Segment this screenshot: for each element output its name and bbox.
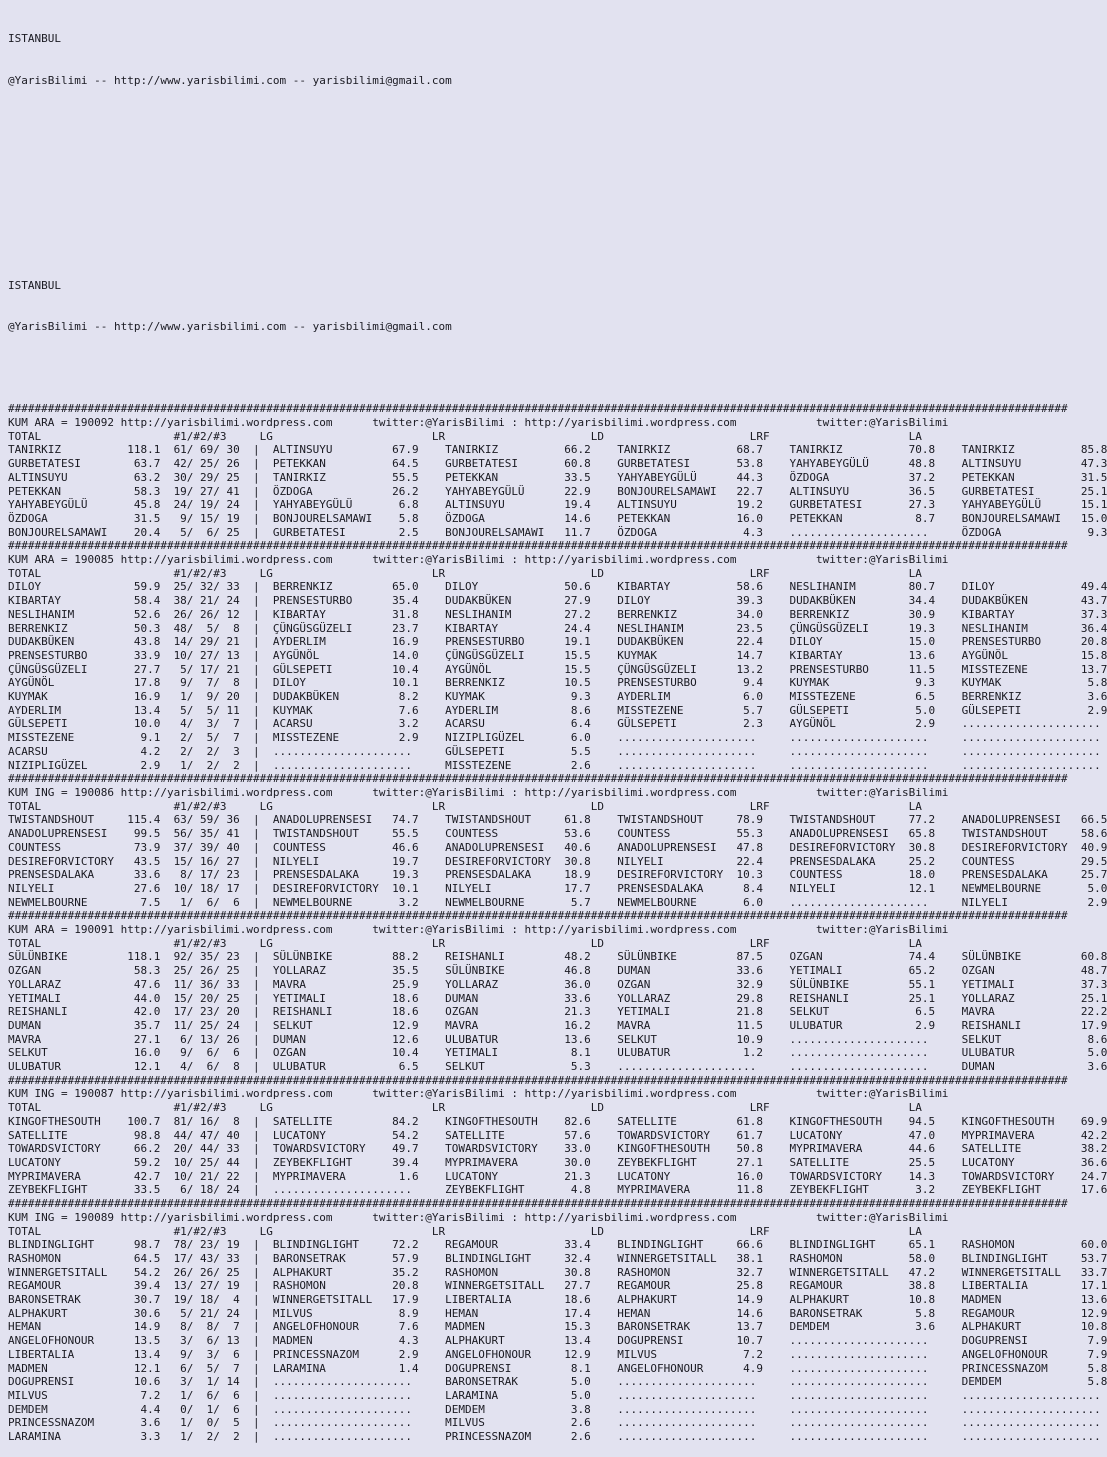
table-row: KUYMAK 16.9 1/ 9/ 20 | DUDAKBÜKEN 8.2 KUYMAK 9.3 AYDERLIM 6.0 MISSTEZENE 6.5 BERRENKIZ 3.6 (8, 690, 1107, 704)
table-row: WINNERGETSITALL 54.2 26/ 26/ 25 | ALPHAKURT 35.2 RASHOMON 30.8 RASHOMON 32.7 WINNERGETSITALL 47.2 WINNERGETSITALL 33.7 (8, 1265, 1107, 1279)
table-row: ÖZDOGA 31.5 9/ 15/ 19 | BONJOURELSAMAWI 5.8 ÖZDOGA 14.6 PETEKKAN 16.0 PETEKKAN 8.7 BONJOURELSAMAWI 15.0 (8, 511, 1107, 525)
table-row: SATELLITE 98.8 44/ 47/ 40 | LUCATONY 54.2 SATELLITE 57.6 TOWARDSVICTORY 61.7 LUCATONY 47.0 MYPRIMAVERA 42.2 (8, 1128, 1107, 1142)
table-row: TANIRKIZ 118.1 61/ 69/ 30 | ALTINSUYU 67.9 TANIRKIZ 66.2 TANIRKIZ 68.7 TANIRKIZ 70.8 TANIRKIZ 85.8 (8, 443, 1107, 457)
table-row: ZEYBEKFLIGHT 33.5 6/ 18/ 24 | ..................... ZEYBEKFLIGHT 4.8 MYPRIMAVERA 11.8 ZEYBEKFLIGHT 3.2 ZEYBEKFLIGHT 17.6 (8, 1183, 1107, 1197)
column-header-line: TOTAL #1/#2/#3 LG LR LD LRF LA (8, 566, 922, 580)
table-row: GURBETATESI 63.7 42/ 25/ 26 | PETEKKAN 64.5 GURBETATESI 60.8 GURBETATESI 53.8 YAHYABEYGÜLÜ 48.8 ALTINSUYU 47.3 (8, 457, 1107, 471)
block-title: KUM ING = 190086 http://yarisbilimi.wordpress.com twitter:@YarisBilimi : http://yarisbilimi.wordpress.com twitter:@YarisBilimi (8, 786, 949, 799)
table-row: BLINDINGLIGHT 98.7 78/ 23/ 19 | BLINDINGLIGHT 72.2 REGAMOUR 33.4 BLINDINGLIGHT 66.6 BLINDINGLIGHT 65.1 RASHOMON 60.0 (8, 1238, 1107, 1252)
blank-line (8, 115, 1080, 129)
table-row: MYPRIMAVERA 42.7 10/ 21/ 22 | MYPRIMAVERA 1.6 LUCATONY 21.3 LUCATONY 16.0 TOWARDSVICTORY 14.3 TOWARDSVICTORY 24.7 (8, 1169, 1107, 1183)
table-row: SELKUT 16.0 9/ 6/ 6 | OZGAN 10.4 YETIMALI 8.1 ULUBATUR 1.2 ..................... ULUBATUR 5.0 (8, 1046, 1107, 1060)
column-header-line: TOTAL #1/#2/#3 LG LR LD LRF LA (8, 799, 922, 813)
separator-line: ################################################################################################################################################################ (8, 909, 1068, 923)
table-row: ACARSU 4.2 2/ 2/ 3 | ..................... GÜLSEPETI 5.5 ..................... ..................... ..................... (8, 744, 1101, 758)
column-header-line: TOTAL #1/#2/#3 LG LR LD LRF LA (8, 429, 922, 443)
stat-blocks (8, 402, 1107, 1444)
table-row: PRINCESSNAZOM 3.6 1/ 0/ 5 | ..................... MILVUS 2.6 ..................... ..................... ..................... (8, 1416, 1101, 1430)
table-row: ALTINSUYU 63.2 30/ 29/ 25 | TANIRKIZ 55.5 PETEKKAN 33.5 YAHYABEYGÜLÜ 44.3 ÖZDOGA 37.2 PETEKKAN 31.5 (8, 470, 1107, 484)
block-title: KUM ARA = 190085 http://yarisbilimi.wordpress.com twitter:@YarisBilimi : http://yarisbilimi.wordpress.com twitter:@YarisBilimi (8, 553, 949, 567)
table-row: HEMAN 14.9 8/ 8/ 7 | ANGELOFHONOUR 7.6 MADMEN 15.3 BARONSETRAK 13.7 DEMDEM 3.6 ALPHAKURT 10.8 (8, 1320, 1107, 1334)
block-title: KUM ING = 190089 http://yarisbilimi.wordpress.com twitter:@YarisBilimi : http://yarisbilimi.wordpress.com twitter:@YarisBilimi (8, 1210, 949, 1224)
table-row: MISSTEZENE 9.1 2/ 5/ 7 | MISSTEZENE 2.9 NIZIPLIGÜZEL 6.0 ..................... ..................... ..................... (8, 731, 1101, 745)
table-row: RASHOMON 64.5 17/ 43/ 33 | BARONSETRAK 57.9 BLINDINGLIGHT 32.4 WINNERGETSITALL 38.1 RASHOMON 58.0 BLINDINGLIGHT 53.7 (8, 1251, 1107, 1265)
table-row: LARAMINA 3.3 1/ 2/ 2 | ..................... PRINCESSNAZOM 2.6 ..................... ..................... ..................... (8, 1430, 1101, 1444)
table-row: LIBERTALIA 13.4 9/ 3/ 6 | PRINCESSNAZOM 2.9 ANGELOFHONOUR 12.9 MILVUS 7.2 ..................... ANGELOFHONOUR 7.9 (8, 1347, 1107, 1361)
table-row: COUNTESS 73.9 37/ 39/ 40 | COUNTESS 46.6 ANADOLUPRENSESI 40.6 ANADOLUPRENSESI 47.8 DESIREFORVICTORY 30.8 DESIREFORVICTORY 40.9 (8, 840, 1107, 854)
blank-line (8, 156, 1080, 170)
blank-line (8, 361, 1080, 375)
table-row: DEMDEM 4.4 0/ 1/ 6 | ..................... DEMDEM 3.8 ..................... ..................... ..................... (8, 1402, 1101, 1416)
table-row: ALPHAKURT 30.6 5/ 21/ 24 | MILVUS 8.9 HEMAN 17.4 HEMAN 14.6 BARONSETRAK 5.8 REGAMOUR 12.9 (8, 1306, 1107, 1320)
separator-line: ################################################################################################################################################################ (8, 772, 1068, 786)
block-title: KUM ING = 190087 http://yarisbilimi.wordpress.com twitter:@YarisBilimi : http://yarisbilimi.wordpress.com twitter:@YarisBilimi (8, 1087, 949, 1101)
table-row: NILYELI 27.6 10/ 18/ 17 | DESIREFORVICTORY 10.1 NILYELI 17.7 PRENSESDALAKA 8.4 NILYELI 12.1 NEWMELBOURNE 5.0 (8, 881, 1107, 895)
separator-line: ################################################################################################################################################################ (8, 1073, 1068, 1087)
table-row: TWISTANDSHOUT 115.4 63/ 59/ 36 | ANADOLUPRENSESI 74.7 TWISTANDSHOUT 61.8 TWISTANDSHOUT 78.9 TWISTANDSHOUT 77.2 ANADOLUPRENSESI 66.5 (8, 813, 1107, 827)
table-row: DESIREFORVICTORY 43.5 15/ 16/ 27 | NILYELI 19.7 DESIREFORVICTORY 30.8 NILYELI 22.4 PRENSESDALAKA 25.2 COUNTESS 29.5 (8, 854, 1107, 868)
column-header-line: TOTAL #1/#2/#3 LG LR LD LRF LA (8, 1224, 922, 1238)
table-row: KIBARTAY 58.4 38/ 21/ 24 | PRENSESTURBO 35.4 DUDAKBÜKEN 27.9 DILOY 39.3 DUDAKBÜKEN 34.4 DUDAKBÜKEN 43.7 (8, 594, 1107, 608)
blank-line (8, 197, 1080, 211)
table-row: PRENSESTURBO 33.9 10/ 27/ 13 | AYGÜNÖL 14.0 ÇÜNGÜSGÜZELI 15.5 KUYMAK 14.7 KIBARTAY 13.6 AYGÜNÖL 15.8 (8, 648, 1107, 662)
table-row: KINGOFTHESOUTH 100.7 81/ 16/ 8 | SATELLITE 84.2 KINGOFTHESOUTH 82.6 SATELLITE 61.8 KINGOFTHESOUTH 94.5 KINGOFTHESOUTH 69.9 (8, 1114, 1107, 1128)
column-header-line: TOTAL #1/#2/#3 LG LR LD LRF LA (8, 1101, 922, 1115)
separator-line: ################################################################################################################################################################ (8, 1197, 1068, 1211)
table-row: REISHANLI 42.0 17/ 23/ 20 | REISHANLI 18.6 OZGAN 21.3 YETIMALI 21.8 SELKUT 6.5 MAVRA 22.2 (8, 1005, 1107, 1019)
table-row: NESLIHANIM 52.6 26/ 26/ 12 | KIBARTAY 31.8 NESLIHANIM 27.2 BERRENKIZ 34.0 BERRENKIZ 30.9 KIBARTAY 37.3 (8, 607, 1107, 621)
separator-line: ################################################################################################################################################################ (8, 539, 1068, 553)
table-row: BONJOURELSAMAWI 20.4 5/ 6/ 25 | GURBETATESI 2.5 BONJOURELSAMAWI 11.7 ÖZDOGA 4.3 ..................... ÖZDOGA 9.3 (8, 525, 1107, 539)
table-row: PETEKKAN 58.3 19/ 27/ 41 | ÖZDOGA 26.2 YAHYABEYGÜLÜ 22.9 BONJOURELSAMAWI 22.7 ALTINSUYU 36.5 GURBETATESI 25.1 (8, 484, 1107, 498)
table-row: DILOY 59.9 25/ 32/ 33 | BERRENKIZ 65.0 DILOY 50.6 KIBARTAY 58.6 NESLIHANIM 80.7 DILOY 49.4 (8, 580, 1107, 594)
table-row: AYGÜNÖL 17.8 9/ 7/ 8 | DILOY 10.1 BERRENKIZ 10.5 PRENSESTURBO 9.4 KUYMAK 9.3 KUYMAK 5.8 (8, 676, 1107, 690)
table-row: REGAMOUR 39.4 13/ 27/ 19 | RASHOMON 20.8 WINNERGETSITALL 27.7 REGAMOUR 25.8 REGAMOUR 38.8 LIBERTALIA 17.1 (8, 1279, 1107, 1293)
separator-line: ################################################################################################################################################################ (8, 402, 1068, 416)
table-row: LUCATONY 59.2 10/ 25/ 44 | ZEYBEKFLIGHT 39.4 MYPRIMAVERA 30.0 ZEYBEKFLIGHT 27.1 SATELLITE 25.5 LUCATONY 36.6 (8, 1155, 1107, 1169)
table-row: NIZIPLIGÜZEL 2.9 1/ 2/ 2 | ..................... MISSTEZENE 2.6 ..................... ..................... ..................... (8, 758, 1101, 772)
table-row: MAVRA 27.1 6/ 13/ 26 | DUMAN 12.6 ULUBATUR 13.6 SELKUT 10.9 ..................... SELKUT 8.6 (8, 1032, 1107, 1046)
table-row: ÇÜNGÜSGÜZELI 27.7 5/ 17/ 21 | GÜLSEPETI 10.4 AYGÜNÖL 15.5 ÇÜNGÜSGÜZELI 13.2 PRENSESTURBO 11.5 MISSTEZENE 13.7 (8, 662, 1107, 676)
table-row: TOWARDSVICTORY 66.2 20/ 44/ 33 | TOWARDSVICTORY 49.7 TOWARDSVICTORY 33.0 KINGOFTHESOUTH 50.8 MYPRIMAVERA 44.6 SATELLITE 38.2 (8, 1142, 1107, 1156)
table-row: DUDAKBÜKEN 43.8 14/ 29/ 21 | AYDERLIM 16.9 PRENSESTURBO 19.1 DUDAKBÜKEN 22.4 DILOY 15.0 PRENSESTURBO 20.8 (8, 635, 1107, 649)
letterhead-contact: @YarisBilimi -- http://www.yarisbilimi.com -- yarisbilimi@gmail.com (8, 73, 452, 87)
table-row: YETIMALI 44.0 15/ 20/ 25 | YETIMALI 18.6 DUMAN 33.6 YOLLARAZ 29.8 REISHANLI 25.1 YOLLARAZ 25.1 (8, 991, 1107, 1005)
table-row: ANADOLUPRENSESI 99.5 56/ 35/ 41 | TWISTANDSHOUT 55.5 COUNTESS 53.6 COUNTESS 55.3 ANADOLUPRENSESI 65.8 TWISTANDSHOUT 58.6 (8, 827, 1107, 841)
table-row: AYDERLIM 13.4 5/ 5/ 11 | KUYMAK 7.6 AYDERLIM 8.6 MISSTEZENE 5.7 GÜLSEPETI 5.0 GÜLSEPETI 2.9 (8, 703, 1107, 717)
letterhead-contact: @YarisBilimi -- http://www.yarisbilimi.com -- yarisbilimi@gmail.com (8, 320, 452, 334)
block-title: KUM ARA = 190091 http://yarisbilimi.wordpress.com twitter:@YarisBilimi : http://yarisbilimi.wordpress.com twitter:@YarisBilimi (8, 923, 949, 937)
block-title: KUM ARA = 190092 http://yarisbilimi.wordpress.com twitter:@YarisBilimi : http://yarisbilimi.wordpress.com twitter:@YarisBilimi (8, 416, 949, 430)
table-row: DUMAN 35.7 11/ 25/ 24 | SELKUT 12.9 MAVRA 16.2 MAVRA 11.5 ULUBATUR 2.9 REISHANLI 17.9 (8, 1018, 1107, 1032)
table-row: MILVUS 7.2 1/ 6/ 6 | ..................... LARAMINA 5.0 ..................... ..................... ..................... (8, 1388, 1101, 1402)
table-row: ULUBATUR 12.1 4/ 6/ 8 | ULUBATUR 6.5 SELKUT 5.3 ..................... ..................... DUMAN 3.6 (8, 1060, 1107, 1074)
letterhead-city: ISTANBUL (8, 279, 61, 292)
table-row: BERRENKIZ 50.3 48/ 5/ 8 | ÇÜNGÜSGÜZELI 23.7 KIBARTAY 24.4 NESLIHANIM 23.5 ÇÜNGÜSGÜZELI 19.3 NESLIHANIM 36.4 (8, 621, 1107, 635)
table-row: YOLLARAZ 47.6 11/ 36/ 33 | MAVRA 25.9 YOLLARAZ 36.0 OZGAN 32.9 SÜLÜNBIKE 55.1 YETIMALI 37.3 (8, 977, 1107, 991)
letterhead-city: ISTANBUL (8, 32, 61, 46)
table-row: NEWMELBOURNE 7.5 1/ 6/ 6 | NEWMELBOURNE 3.2 NEWMELBOURNE 5.7 NEWMELBOURNE 6.0 ..................... NILYELI 2.9 (8, 895, 1107, 909)
blank-line (8, 238, 1080, 252)
table-row: ANGELOFHONOUR 13.5 3/ 6/ 13 | MADMEN 4.3 ALPHAKURT 13.4 DOGUPRENSI 10.7 ..................... DOGUPRENSI 7.9 (8, 1334, 1107, 1348)
table-row: MADMEN 12.1 6/ 5/ 7 | LARAMINA 1.4 DOGUPRENSI 8.1 ANGELOFHONOUR 4.9 ..................... PRINCESSNAZOM 5.8 (8, 1361, 1107, 1375)
table-row: DOGUPRENSI 10.6 3/ 1/ 14 | ..................... BARONSETRAK 5.0 ..................... ..................... DEMDEM 5.8 (8, 1375, 1107, 1389)
column-header-line: TOTAL #1/#2/#3 LG LR LD LRF LA (8, 936, 922, 950)
table-row: PRENSESDALAKA 33.6 8/ 17/ 23 | PRENSESDALAKA 19.3 PRENSESDALAKA 18.9 DESIREFORVICTORY 10.3 COUNTESS 18.0 PRENSESDALAKA 25.7 (8, 868, 1107, 882)
table-row: OZGAN 58.3 25/ 26/ 25 | YOLLARAZ 35.5 SÜLÜNBIKE 46.8 DUMAN 33.6 YETIMALI 65.2 OZGAN 48.7 (8, 964, 1107, 978)
table-row: SÜLÜNBIKE 118.1 92/ 35/ 23 | SÜLÜNBIKE 88.2 REISHANLI 48.2 SÜLÜNBIKE 87.5 OZGAN 74.4 SÜLÜNBIKE 60.8 (8, 950, 1107, 964)
table-row: GÜLSEPETI 10.0 4/ 3/ 7 | ACARSU 3.2 ACARSU 6.4 GÜLSEPETI 2.3 AYGÜNÖL 2.9 ..................... (8, 717, 1101, 731)
table-row: YAHYABEYGÜLÜ 45.8 24/ 19/ 24 | YAHYABEYGÜLÜ 6.8 ALTINSUYU 19.4 ALTINSUYU 19.2 GURBETATESI 27.3 YAHYABEYGÜLÜ 15.1 (8, 498, 1107, 512)
table-row: BARONSETRAK 30.7 19/ 18/ 4 | WINNERGETSITALL 17.9 LIBERTALIA 18.6 ALPHAKURT 14.9 ALPHAKURT 10.8 MADMEN 13.6 (8, 1293, 1107, 1307)
